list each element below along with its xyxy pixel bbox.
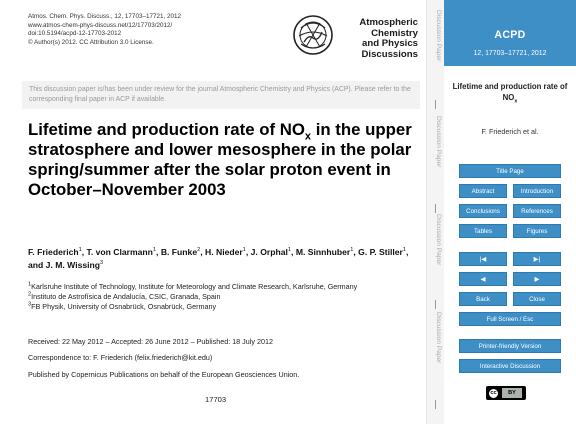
author-name: G. P. Stiller — [358, 247, 403, 257]
title-page-button[interactable]: Title Page — [459, 164, 561, 178]
affiliation-number: 2 — [28, 291, 32, 298]
journal-abbrev: ACPD — [494, 29, 526, 41]
strip-label: Discussion Paper — [435, 312, 442, 364]
cc-license-badge[interactable] — [486, 386, 526, 400]
author-name: J. M. Wissing — [45, 259, 101, 270]
author-separator: , — [156, 247, 161, 257]
strip-divider — [435, 400, 436, 409]
egu-logo-icon — [292, 14, 334, 56]
close-button[interactable]: Close — [513, 292, 561, 306]
author-separator: , — [353, 247, 359, 257]
strip-label: Discussion Paper — [435, 10, 442, 62]
citation-url: www.atmos-chem-phys-discuss.net/12/17703/2012/ — [28, 21, 173, 29]
author-name: J. Orphal — [250, 247, 288, 257]
affiliation-item — [28, 292, 420, 302]
last-page-button[interactable] — [513, 252, 561, 266]
strip-divider — [435, 100, 436, 109]
affiliation-text: Instituto de Astrofísica de Andalucía, CSIC, Granada, Spain — [31, 291, 221, 301]
affiliation-item — [28, 282, 420, 292]
citation-header — [28, 13, 181, 47]
author-separator: , — [245, 247, 251, 257]
next-page-button[interactable] — [513, 272, 561, 286]
sidebar-short-title — [444, 82, 576, 103]
abstract-button[interactable]: Abstract — [459, 184, 507, 198]
title-text: Lifetime and production rate of NO — [28, 120, 305, 139]
first-page-button[interactable] — [459, 252, 507, 266]
next-icon: ▶ — [534, 276, 540, 283]
interactive-discussion-button[interactable]: Interactive Discussion — [459, 359, 561, 373]
last-page-icon: ▶| — [533, 256, 541, 263]
short-title-text: Lifetime and production rate of — [452, 82, 568, 91]
affiliation-number: 1 — [28, 281, 32, 288]
author-name: F. Friederich — [28, 247, 79, 257]
submission-dates: Received: 22 May 2012 – Accepted: 26 June 2012 – Published: 18 July 2012 — [28, 337, 273, 346]
tables-button[interactable]: Tables — [459, 224, 507, 238]
author-name: T. von Clarmann — [86, 247, 153, 257]
short-title-subscript: x — [514, 98, 518, 105]
author-list — [28, 246, 420, 271]
journal-logo-text — [359, 18, 418, 60]
citation-line: Atmos. Chem. Phys. Discuss., 12, 17703–17721, 2012 — [28, 13, 181, 20]
introduction-button[interactable]: Introduction — [513, 184, 561, 198]
by-label: BY — [508, 390, 516, 396]
sidebar-author: F. Friederich et al. — [481, 127, 539, 136]
affiliation-number: 3 — [28, 301, 32, 308]
back-button[interactable]: Back — [459, 292, 507, 306]
affiliation-marker: 1 — [242, 247, 246, 254]
journal-logo — [292, 14, 418, 60]
affiliation-marker: 1 — [78, 247, 82, 254]
affiliation-text: FB Physik, University of Osnabrück, Osnabrück, Germany — [31, 301, 217, 311]
citation-license: © Author(s) 2012. CC Attribution 3.0 License. — [28, 38, 154, 46]
author-name: H. Nieder — [205, 247, 243, 257]
cc-label: cc — [490, 390, 497, 396]
author-separator: , — [291, 247, 296, 257]
affiliation-marker: 2 — [197, 247, 201, 254]
strip-label: Discussion Paper — [435, 214, 442, 266]
attribution-icon — [502, 388, 522, 398]
page-number: 17703 — [205, 395, 227, 404]
logo-word: Discussions — [361, 48, 418, 60]
references-button[interactable]: References — [513, 204, 561, 218]
review-notice: This discussion paper is/has been under review for the journal Atmospheric Chemistry and Physics (ACP). Please refer to the corresponding final paper in ACP if available. — [22, 81, 420, 109]
logo-word: Chemistry — [371, 27, 418, 39]
affiliation-item — [28, 302, 420, 312]
discussion-paper-strip — [426, 0, 444, 424]
previous-page-button[interactable] — [459, 272, 507, 286]
citation-doi: doi:10.5194/acpd-12-17703-2012 — [28, 30, 122, 38]
logo-word: Atmospheric — [359, 17, 418, 28]
title-text: in the upper stratosphere and lower mesosphere in the polar spring/summer after the solar proton event in October–November 2003 — [28, 120, 412, 199]
printer-friendly-button[interactable]: Printer-friendly Version — [459, 339, 561, 353]
figures-button[interactable]: Figures — [513, 224, 561, 238]
publisher-line: Published by Copernicus Publications on behalf of the European Geosciences Union. — [28, 370, 300, 379]
author-separator: , — [81, 247, 87, 257]
full-screen-button[interactable]: Full Screen / Esc — [459, 312, 561, 326]
conclusions-button[interactable]: Conclusions — [459, 204, 507, 218]
affiliations — [28, 282, 420, 311]
correspondence: Correspondence to: F. Friederich (felix.friederich@kit.edu) — [28, 353, 213, 362]
journal-reference: 12, 17703–17721, 2012 — [473, 50, 547, 57]
strip-divider — [435, 204, 436, 213]
affiliation-marker: 1 — [350, 247, 354, 254]
author-separator: , and — [28, 247, 409, 270]
cc-icon — [488, 388, 499, 399]
author-name: M. Sinnhuber — [295, 247, 351, 257]
affiliation-marker: 1 — [287, 247, 292, 254]
author-separator: , — [200, 247, 206, 257]
title-subscript: x — [304, 130, 312, 143]
logo-word: and Physics — [362, 38, 418, 50]
first-page-icon: |◀ — [479, 256, 487, 263]
affiliation-marker: 1 — [402, 247, 407, 254]
affiliation-marker: 1 — [152, 247, 157, 254]
affiliation-marker: 3 — [100, 259, 104, 266]
journal-banner — [444, 0, 576, 66]
author-name: B. Funke — [160, 247, 198, 257]
affiliation-text: Karlsruhe Institute of Technology, Institute for Meteorology and Climate Research, Karlsruhe, Germany — [31, 282, 358, 291]
paper-title — [28, 120, 420, 200]
short-title-text: NO — [502, 92, 515, 102]
previous-icon: ◀ — [480, 276, 486, 283]
navigation-sidebar — [444, 0, 576, 424]
strip-divider — [435, 300, 436, 309]
strip-label: Discussion Paper — [435, 116, 442, 168]
